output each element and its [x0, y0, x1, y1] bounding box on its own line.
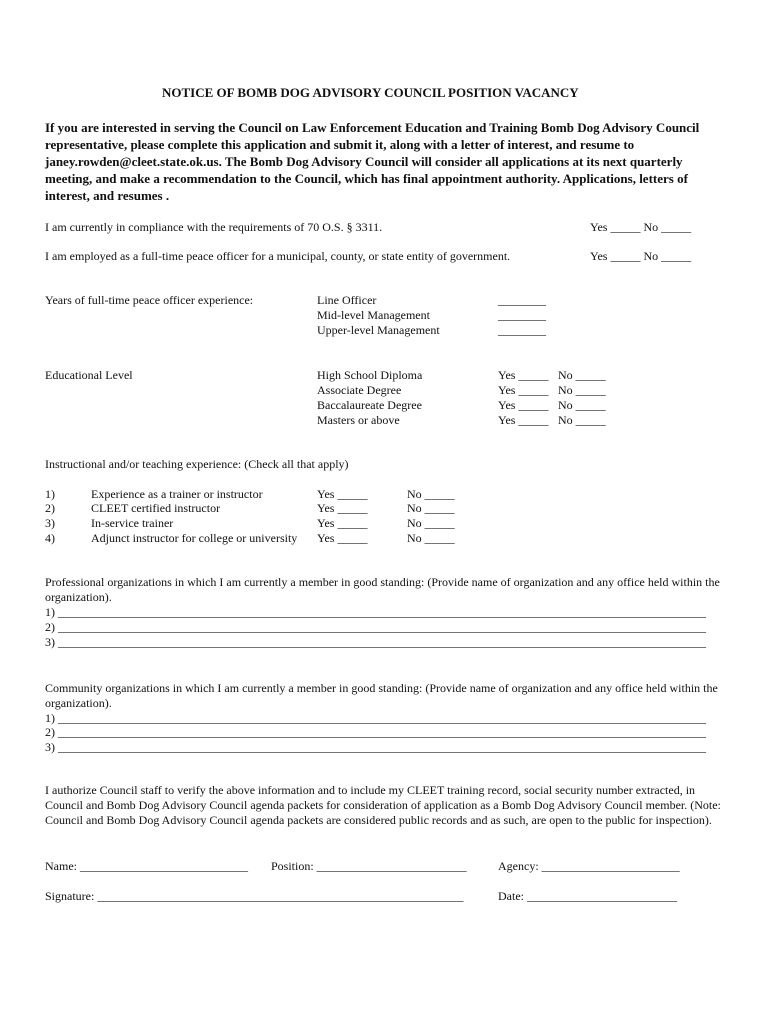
education-label: Educational Level	[45, 368, 133, 382]
line-number: 2)	[45, 620, 55, 634]
community-label: Community organizations in which I am currently a member in good standing: (Provide name of organization and any office held within the organization).	[45, 681, 718, 710]
instruction-item-yes[interactable]: Yes _____	[317, 501, 368, 515]
instruction-item-num: 3)	[45, 516, 55, 530]
compliance-statement: I am currently in compliance with the requirements of 70 O.S. § 3311.	[45, 220, 383, 234]
instruction-item-no[interactable]: No _____	[407, 531, 455, 545]
instruction-item-yes[interactable]: Yes _____	[317, 487, 368, 501]
education-item-label: Associate Degree	[317, 383, 402, 397]
agency-field[interactable]: Agency: _______________________	[498, 859, 680, 873]
instruction-item-yes[interactable]: Yes _____	[317, 531, 368, 545]
community-line-2[interactable]: 2) ____________________________________________________________________________________________________________	[45, 725, 706, 739]
compliance-yes-no[interactable]: Yes _____ No _____	[590, 220, 692, 234]
education-item-no[interactable]: No _____	[558, 383, 606, 397]
experience-item-label: Mid-level Management	[317, 308, 430, 322]
education-item-no[interactable]: No _____	[558, 398, 606, 412]
instruction-item-no[interactable]: No _____	[407, 516, 455, 530]
instruction-item-num: 1)	[45, 487, 55, 501]
authorization-paragraph: I authorize Council staff to verify the above information and to include my CLEET training record, social security number extracted, in Council and Bomb Dog Advisory Council agenda packets for consideration of application as a Bomb Dog Advisory Council member. (Note: Council and Bomb Dog Advisory Council agenda packets are considered public records and as such, are open to the public for inspection).	[45, 783, 721, 827]
position-field[interactable]: Position: _________________________	[271, 859, 467, 873]
intro-paragraph: If you are interested in serving the Council on Law Enforcement Education and Training Bomb Dog Advisory Council representative, please complete this application and submit it, along with a letter of interest, and resume to janey.rowden@cleet.state.ok.us. The Bomb Dog Advisory Council will consider all applications at its next quarterly meeting, and make a recommendation to the Council, which has final appointment authority. Applications, letters of interest, and resumes .	[45, 120, 700, 203]
professional-line-3[interactable]: 3) ____________________________________________________________________________________________________________	[45, 635, 706, 649]
instruction-item-num: 2)	[45, 501, 55, 515]
education-item-no[interactable]: No _____	[558, 413, 606, 427]
community-line-1[interactable]: 1) ____________________________________________________________________________________________________________	[45, 711, 706, 725]
line-number: 1)	[45, 605, 55, 619]
instruction-item-label: Adjunct instructor for college or university	[91, 531, 298, 545]
education-item-label: Masters or above	[317, 413, 400, 427]
professional-line-1[interactable]: 1) ____________________________________________________________________________________________________________	[45, 605, 706, 619]
employment-yes-no[interactable]: Yes _____ No _____	[590, 249, 692, 263]
education-item-yes[interactable]: Yes _____	[498, 413, 549, 427]
education-item-yes[interactable]: Yes _____	[498, 383, 549, 397]
instruction-item-label: CLEET certified instructor	[91, 501, 221, 515]
instruction-item-yes[interactable]: Yes _____	[317, 516, 368, 530]
education-item-label: Baccalaureate Degree	[317, 398, 422, 412]
experience-item-blank[interactable]: ________	[498, 308, 546, 322]
instruction-item-num: 4)	[45, 531, 55, 545]
community-line-3[interactable]: 3) ____________________________________________________________________________________________________________	[45, 740, 706, 754]
line-number: 3)	[45, 635, 55, 649]
form-title: NOTICE OF BOMB DOG ADVISORY COUNCIL POSITION VACANCY	[162, 85, 579, 100]
signature-field[interactable]: Signature: _____________________________________________________________	[45, 889, 464, 903]
date-field[interactable]: Date: _________________________	[498, 889, 677, 903]
line-number: 2)	[45, 725, 55, 739]
education-item-yes[interactable]: Yes _____	[498, 398, 549, 412]
instruction-item-label: Experience as a trainer or instructor	[91, 487, 263, 501]
professional-line-2[interactable]: 2) ____________________________________________________________________________________________________________	[45, 620, 706, 634]
experience-label: Years of full-time peace officer experience:	[45, 293, 254, 307]
education-item-yes[interactable]: Yes _____	[498, 368, 549, 382]
line-number: 3)	[45, 740, 55, 754]
name-field[interactable]: Name: ____________________________	[45, 859, 248, 873]
experience-item-blank[interactable]: ________	[498, 293, 546, 307]
instruction-item-label: In-service trainer	[91, 516, 174, 530]
line-number: 1)	[45, 711, 55, 725]
education-item-label: High School Diploma	[317, 368, 423, 382]
experience-item-label: Line Officer	[317, 293, 377, 307]
experience-item-label: Upper-level Management	[317, 323, 440, 337]
employment-statement: I am employed as a full-time peace officer for a municipal, county, or state entity of government.	[45, 249, 511, 263]
professional-label: Professional organizations in which I am currently a member in good standing: (Provide name of organization and any office held within the organization).	[45, 575, 720, 604]
education-item-no[interactable]: No _____	[558, 368, 606, 382]
instruction-label: Instructional and/or teaching experience: (Check all that apply)	[45, 457, 349, 471]
instruction-item-no[interactable]: No _____	[407, 501, 455, 515]
instruction-item-no[interactable]: No _____	[407, 487, 455, 501]
experience-item-blank[interactable]: ________	[498, 323, 546, 337]
